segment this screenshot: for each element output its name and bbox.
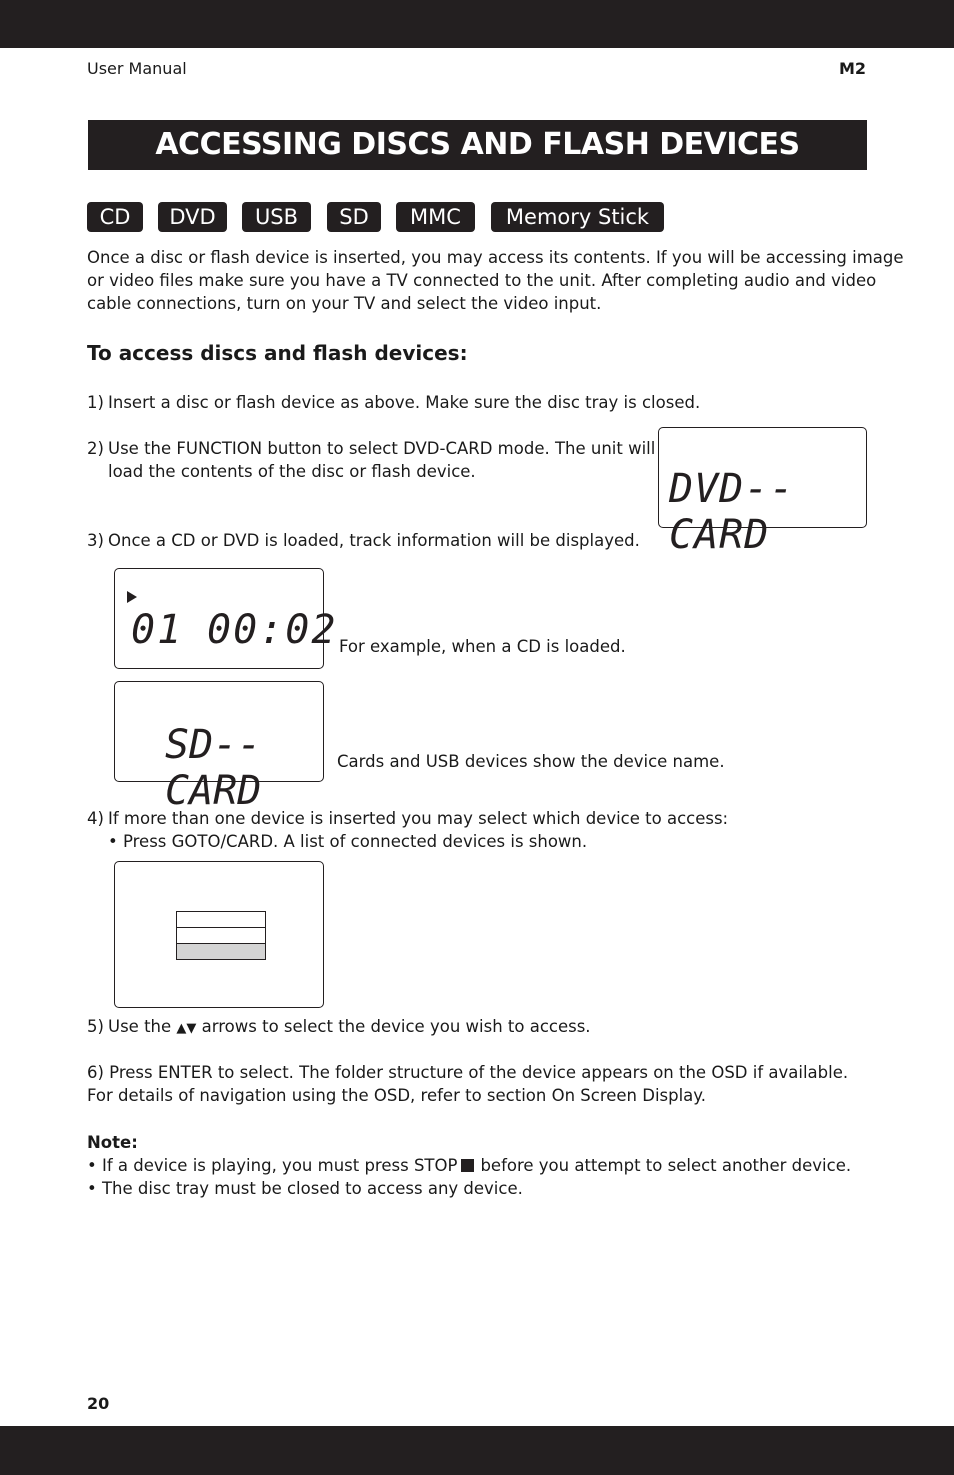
step-3 bbox=[87, 529, 640, 552]
dvd-card-display-text: DVD--CARD bbox=[669, 466, 795, 558]
bottom-bar bbox=[0, 1426, 954, 1475]
stop-icon bbox=[461, 1159, 474, 1172]
sd-card-display bbox=[114, 681, 324, 814]
step-number: 4) bbox=[87, 809, 104, 828]
intro-line: Once a disc or flash device is inserted, you may access its contents. If you will be accessing image bbox=[87, 248, 904, 267]
track-number: 01 bbox=[131, 607, 184, 653]
step-text-continued: load the contents of the disc or flash device. bbox=[108, 462, 476, 481]
step-text-continued: For details of navigation using the OSD, refer to section On Screen Display. bbox=[87, 1086, 706, 1105]
badge-usb: USB bbox=[242, 202, 311, 232]
up-down-arrows-icon: ▲▼ bbox=[176, 1021, 197, 1036]
intro-paragraph bbox=[87, 246, 904, 315]
sd-card-display-text: SD--CARD bbox=[165, 722, 262, 814]
step-text: Use the bbox=[108, 1017, 172, 1036]
device-list-item bbox=[177, 928, 265, 944]
badge-dvd: DVD bbox=[158, 202, 227, 232]
intro-line: or video files make sure you have a TV connected to the unit. After completing audio and video bbox=[87, 271, 877, 290]
badge-sd: SD bbox=[327, 202, 381, 232]
cards-caption: Cards and USB devices show the device name. bbox=[337, 752, 725, 771]
device-list bbox=[176, 911, 266, 960]
step-2 bbox=[87, 437, 655, 483]
play-icon bbox=[127, 591, 137, 603]
step-number: 1) bbox=[87, 393, 104, 412]
step-bullet: • Press GOTO/CARD. A list of connected devices is shown. bbox=[108, 832, 588, 851]
page-number: 20 bbox=[87, 1394, 110, 1413]
track-time: 00:02 bbox=[207, 607, 338, 653]
step-1 bbox=[87, 391, 700, 414]
badge-cd: CD bbox=[87, 202, 143, 232]
header-manual-label: User Manual bbox=[87, 59, 187, 78]
top-bar bbox=[0, 0, 954, 48]
badge-mmc: MMC bbox=[396, 202, 475, 232]
page-title: ACCESSING DISCS AND FLASH DEVICES bbox=[88, 120, 867, 170]
dvd-card-display bbox=[658, 427, 867, 558]
badge-memory-stick: Memory Stick bbox=[491, 202, 664, 232]
intro-line: cable connections, turn on your TV and select the video input. bbox=[87, 294, 602, 313]
step-number: 2) bbox=[87, 439, 104, 458]
note-line: • The disc tray must be closed to access any device. bbox=[87, 1179, 523, 1198]
step-text: arrows to select the device you wish to access. bbox=[201, 1017, 591, 1036]
step-5 bbox=[87, 1015, 591, 1040]
device-list-item-selected bbox=[177, 944, 265, 959]
track-display bbox=[114, 568, 338, 669]
note-label: Note: bbox=[87, 1133, 138, 1152]
cd-loaded-caption: For example, when a CD is loaded. bbox=[339, 637, 626, 656]
note-line bbox=[87, 1154, 851, 1177]
step-6 bbox=[87, 1061, 848, 1107]
step-number: 5) bbox=[87, 1017, 104, 1036]
step-text: Insert a disc or flash device as above. Make sure the disc tray is closed. bbox=[108, 393, 701, 412]
step-number: 3) bbox=[87, 531, 104, 550]
note-block bbox=[87, 1131, 851, 1200]
step-text: If more than one device is inserted you may select which device to access: bbox=[108, 809, 729, 828]
step-text: Once a CD or DVD is loaded, track information will be displayed. bbox=[108, 531, 640, 550]
step-text: 6) Press ENTER to select. The folder structure of the device appears on the OSD if available. bbox=[87, 1063, 849, 1082]
step-text: Use the FUNCTION button to select DVD-CARD mode. The unit will bbox=[108, 439, 656, 458]
device-list-item bbox=[177, 912, 265, 928]
section-heading: To access discs and flash devices: bbox=[87, 341, 468, 365]
note-text: before you attempt to select another device. bbox=[480, 1156, 852, 1175]
device-list-screen bbox=[114, 861, 324, 1008]
header-model-label: M2 bbox=[838, 59, 866, 78]
step-4 bbox=[87, 807, 728, 853]
note-text: • If a device is playing, you must press STOP bbox=[87, 1156, 458, 1175]
